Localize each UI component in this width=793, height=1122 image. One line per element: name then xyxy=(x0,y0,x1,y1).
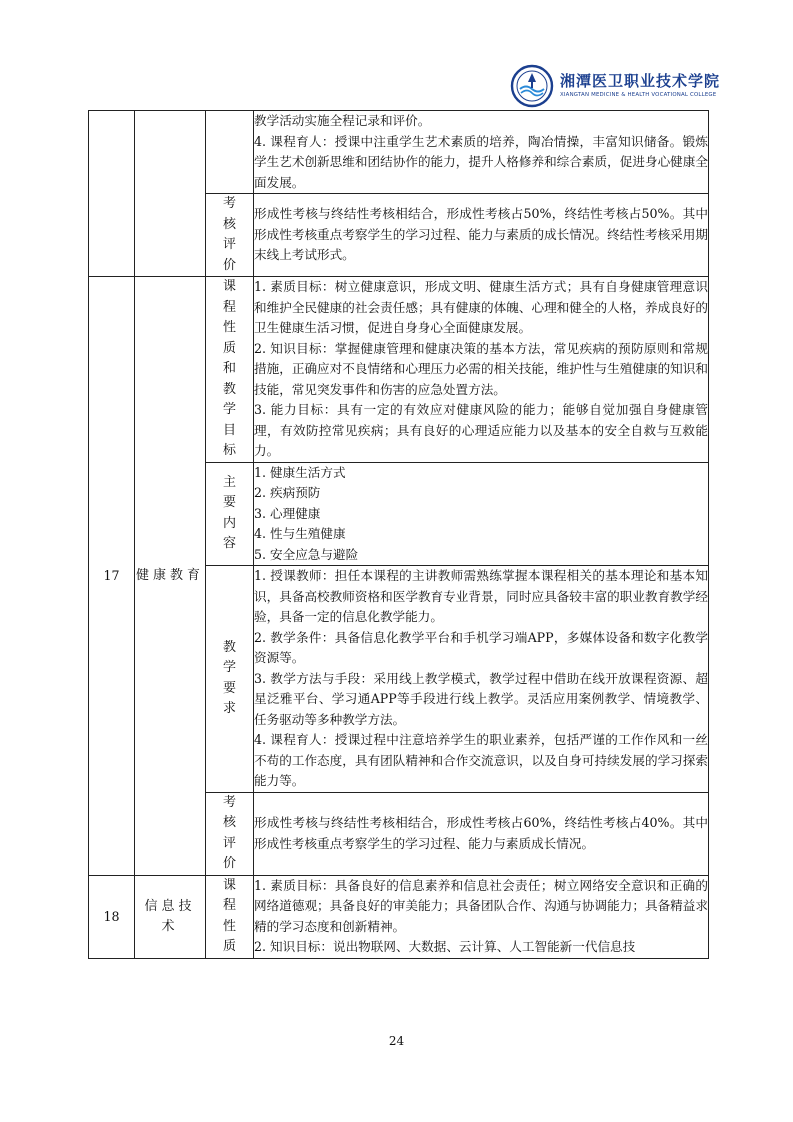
list-item: 3. 心理健康 xyxy=(254,505,321,521)
section-label-nature: 课 程 性 质 xyxy=(206,875,254,958)
main-content-list xyxy=(254,462,709,566)
assessment-text: 形成性考核与终结性考核相结合，形成性考核占50%，终结性考核占50%。其中形成性考核重点考察学生的学习过程、能力与素质的成长情况。终结性考核采用期末线上考试形式。 xyxy=(254,194,709,277)
table-row xyxy=(89,875,709,958)
logo-english-name: XIANGTAN MEDICINE & HEALTH VOCATIONAL COLLEGE xyxy=(560,92,717,98)
section-label-teaching-requirements: 教 学 要 求 xyxy=(206,566,254,793)
course-nature-text: 1. 素质目标：具备良好的信息素养和信息社会责任；树立网络安全意识和正确的网络道德观；具备良好的审美能力；具备团队合作、沟通与协调能力；具备精益求精的学习态度和创新精神。 2. 知识目标：说出物联网、大数据、云计算、人工智能新一代信息技 xyxy=(254,875,709,958)
section-label-assessment: 考 核 评 价 xyxy=(206,194,254,277)
college-emblem-icon xyxy=(510,64,554,108)
teaching-requirements-text: 1. 授课教师：担任本课程的主讲教师需熟练掌握本课程相关的基本理论和基本知识，具备高校教师资格和医学教育专业背景，同时应具备较丰富的职业教育教学经验，具备一定的信息化教学能力。 2. 教学条件：具备信息化教学平台和手机学习端APP，多媒体设备和数字化教学资源等。 3. 教学方法与手段：采用线上教学模式，教学过程中借助在线开放课程资源、超星泛雅平台、学习通APP等手段进行线上教学。灵活应用案例教学、情境教学、任务驱动等多种教学方法。 4. 课程育人：授课过程中注意培养学生的职业素养，包括严谨的工作作风和一丝不苟的工作态度，具有团队精神和合作交流意识，以及自身可持续发展的学习探索能力等。 xyxy=(254,566,709,793)
section-label-cell xyxy=(206,111,254,194)
course-name: 信息技术 xyxy=(135,875,206,958)
course-name: 健康教育 xyxy=(135,277,206,876)
curriculum-table xyxy=(88,110,709,959)
course-number-cell xyxy=(89,111,135,277)
section-label-main-content: 主 要 内 容 xyxy=(206,462,254,566)
assessment-text: 形成性考核与终结性考核相结合，形成性考核占60%，终结性考核占40%。其中形成性考核重点考察学生的学习过程、能力与素质成长情况。 xyxy=(254,792,709,875)
list-item: 5. 安全应急与避险 xyxy=(254,546,359,562)
teaching-requirements-text: 教学活动实施全程记录和评价。 4. 课程育人：授课中注重学生艺术素质的培养，陶冶情操，丰富知识储备。锻炼学生艺术创新思维和团结协作的能力，提升人格修养和综合素质，促进身心健康全面发展。 xyxy=(254,111,709,194)
list-item: 1. 健康生活方式 xyxy=(254,464,346,480)
college-logo xyxy=(510,64,721,108)
table-row xyxy=(89,111,709,194)
logo-chinese-name: 湘潭医卫职业技术学院 xyxy=(560,72,721,90)
course-number: 17 xyxy=(89,277,135,876)
section-label-nature-goals: 课 程 性 质 和 教 学 目 标 xyxy=(206,277,254,463)
table-row xyxy=(89,277,709,463)
list-item: 4. 性与生殖健康 xyxy=(254,526,346,541)
page-number: 24 xyxy=(388,1034,405,1048)
list-item: 2. 疾病预防 xyxy=(254,485,321,500)
course-name-cell xyxy=(135,111,206,277)
section-label-assessment: 考 核 评 价 xyxy=(206,792,254,875)
course-number: 18 xyxy=(89,875,135,958)
course-nature-text: 1. 素质目标：树立健康意识，形成文明、健康生活方式；具有自身健康管理意识和维护全民健康的社会责任感；具有健康的体魄、心理和健全的人格，养成良好的卫生健康生活习惯，促进自身身心全面健康发展。 2. 知识目标：掌握健康管理和健康决策的基本方法，常见疾病的预防原则和常规措施，正确应对不良情绪和心理压力必需的相关技能，维护性与生殖健康的知识和技能，常见突发事件和伤害的应急处置方法。 3. 能力目标：具有一定的有效应对健康风险的能力；能够自觉加强自身健康管理，有效防控常见疾病；具有良好的心理适应能力以及基本的安全自救与互救能力。 xyxy=(254,277,709,463)
